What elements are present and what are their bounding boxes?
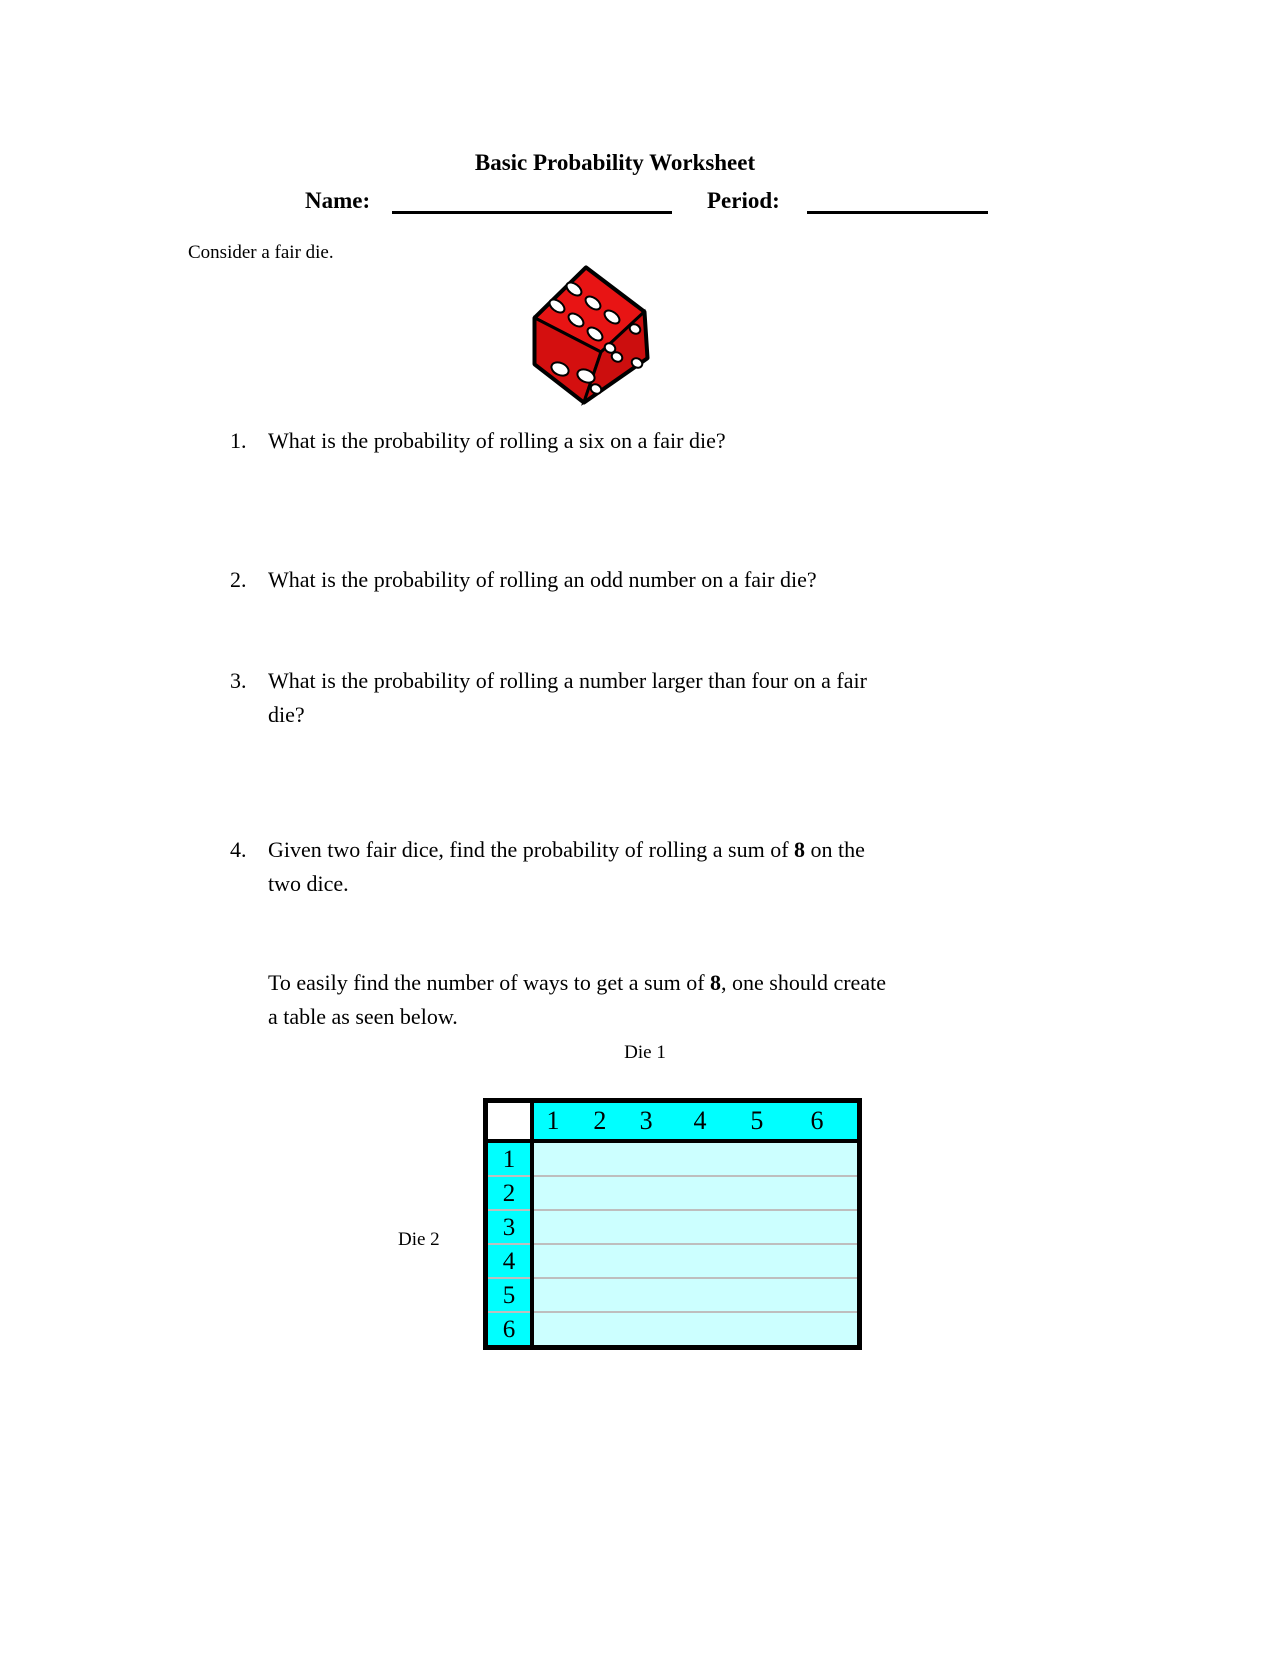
table-row [534,1211,857,1245]
die1-table-label: Die 1 [624,1042,666,1063]
table-body [488,1143,857,1345]
page-title: Basic Probability Worksheet [474,150,756,175]
question-1-number: 1. [230,428,247,453]
table-header-row [488,1103,857,1143]
intro-text: Consider a fair die. [188,242,334,263]
question-3-line2: die? [268,702,305,727]
col-header-2: 2 [593,1106,607,1135]
question-4-number: 4. [230,837,247,862]
col-header-4: 4 [693,1106,707,1135]
col-header-5: 5 [750,1106,764,1135]
question-4-line1-post: on the [805,837,865,862]
question-4-line1 [268,833,1028,867]
table-corner-cell [488,1103,534,1139]
note-line1 [268,966,1028,1000]
table-empty-cells [534,1143,857,1345]
row-header-1: 1 [488,1143,530,1177]
col-header-1: 1 [546,1106,560,1135]
name-label: Name: [305,188,371,213]
table-row [534,1313,857,1345]
table-row-headers [488,1143,534,1345]
note-text [268,966,1028,1034]
question-4-line2: two dice. [268,871,349,896]
question-1-text: What is the probability of rolling a six on a fair die? [268,428,726,453]
row-header-4: 4 [488,1245,530,1279]
question-2-number: 2. [230,567,247,592]
row-header-2: 2 [488,1177,530,1211]
table-row [534,1177,857,1211]
col-header-6: 6 [810,1106,824,1135]
question-3-text [268,664,1028,732]
note-line1-pre: To easily find the number of ways to get a sum of [268,970,711,995]
question-3-line1: What is the probability of rolling a number larger than four on a fair [268,668,867,693]
row-header-6: 6 [502,1315,516,1343]
table-row [534,1245,857,1279]
row-header-3: 3 [488,1211,530,1245]
col-header-3: 3 [639,1106,653,1135]
question-4-line1-pre: Given two fair dice, find the probability of rolling a sum of [268,837,795,862]
note-bold-8: 8 [710,970,722,995]
question-3-number: 3. [230,668,247,693]
table-row [534,1143,857,1177]
note-line1-post: , one should create [721,970,886,995]
die2-table-label: Die 2 [398,1229,440,1250]
red-die-image [530,264,654,410]
name-blank-line [392,211,672,214]
question-4-bold-8: 8 [794,837,806,862]
row-header-5: 5 [488,1279,530,1313]
period-blank-line [807,211,988,214]
note-line2: a table as seen below. [268,1004,458,1029]
table-row [534,1279,857,1313]
question-2-text: What is the probability of rolling an odd number on a fair die? [268,567,817,592]
dice-sum-table [483,1098,862,1350]
period-label: Period: [707,188,780,213]
question-4-text [268,833,1028,901]
table-column-headers [534,1103,857,1139]
